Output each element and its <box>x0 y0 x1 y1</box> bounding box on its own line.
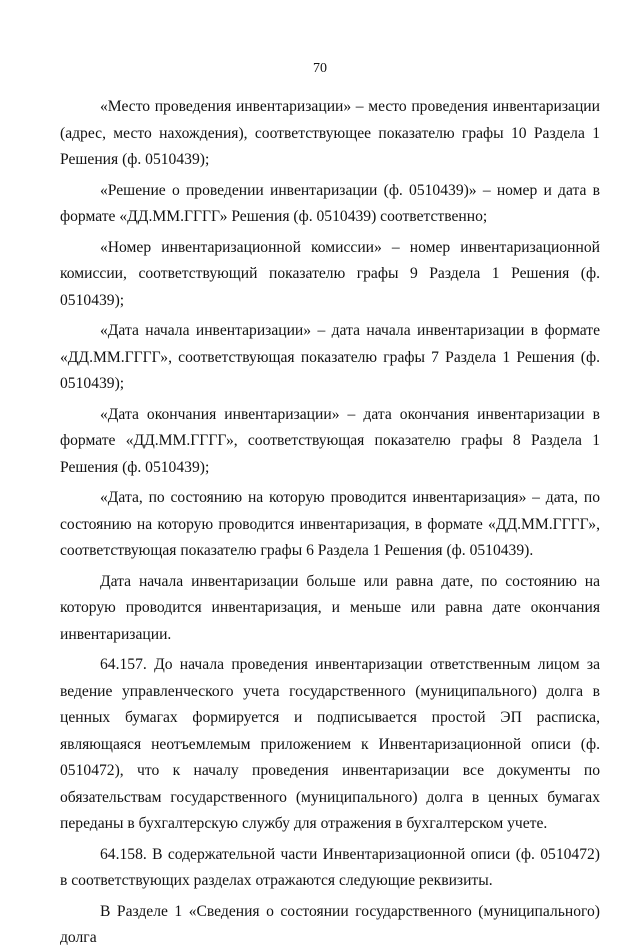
document-body <box>60 94 600 952</box>
paragraph-end-date: «Дата окончания инвентаризации» – дата окончания инвентаризации в формате «ДД.ММ.ГГГГ», соответствующая показателю графы 8 Раздела 1 Решения (ф. 0510439); <box>60 405 600 476</box>
paragraph-decision: «Решение о проведении инвентаризации (ф. 0510439)» – номер и дата в формате «ДД.ММ.ГГГГ» Решения (ф. 0510439) соответственно; <box>60 181 600 225</box>
paragraph-commission-number: «Номер инвентаризационной комиссии» – номер инвентаризационной комиссии, соответствующий показателю графы 9 Раздела 1 Решения (ф. 0510439); <box>60 238 600 309</box>
paragraph-start-date: «Дата начала инвентаризации» – дата начала инвентаризации в формате «ДД.ММ.ГГГГ», соответствующая показателю графы 7 Раздела 1 Решения (ф. 0510439); <box>60 322 600 392</box>
paragraph-date-rule: Дата начала инвентаризации больше или равна дате, по состоянию на которую проводится инвентаризация, и меньше или равна дате окончания инвентаризации. <box>60 572 600 643</box>
page-number: 70 <box>313 61 327 76</box>
paragraph-place-of-inventory: «Место проведения инвентаризации» – место проведения инвентаризации (адрес, место нахождения), соответствующее показателю графы 10 Раздела 1 Решения (ф. 0510439); <box>60 98 600 168</box>
paragraph-64-157: 64.157. До начала проведения инвентаризации ответственным лицом за ведение управленческого учета государственного (муниципального) долга в ценных бумагах формируется и подписывается простой ЭП расписка, являющаяся неотъемлемым приложением к Инвентаризационной описи (ф. 0510472), что к началу проведения инвентаризации все документы по обязательствам государственного (муниципального) долга в ценных бумагах переданы в бухгалтерскую службу для отражения в бухгалтерском учете. <box>60 656 600 832</box>
paragraph-64-158: 64.158. В содержательной части Инвентаризационной описи (ф. 0510472) в соответствующих разделах отражаются следующие реквизиты. <box>60 845 600 889</box>
paragraph-section-1: В Разделе 1 «Сведения о состоянии государственного (муниципального) долга <box>60 902 600 946</box>
paragraph-as-of-date: «Дата, по состоянию на которую проводится инвентаризация» – дата, по состоянию на которую проводится инвентаризация, в формате «ДД.ММ.ГГГГ», соответствующая показателю графы 6 Раздела 1 Решения (ф. 0510439). <box>60 489 600 559</box>
